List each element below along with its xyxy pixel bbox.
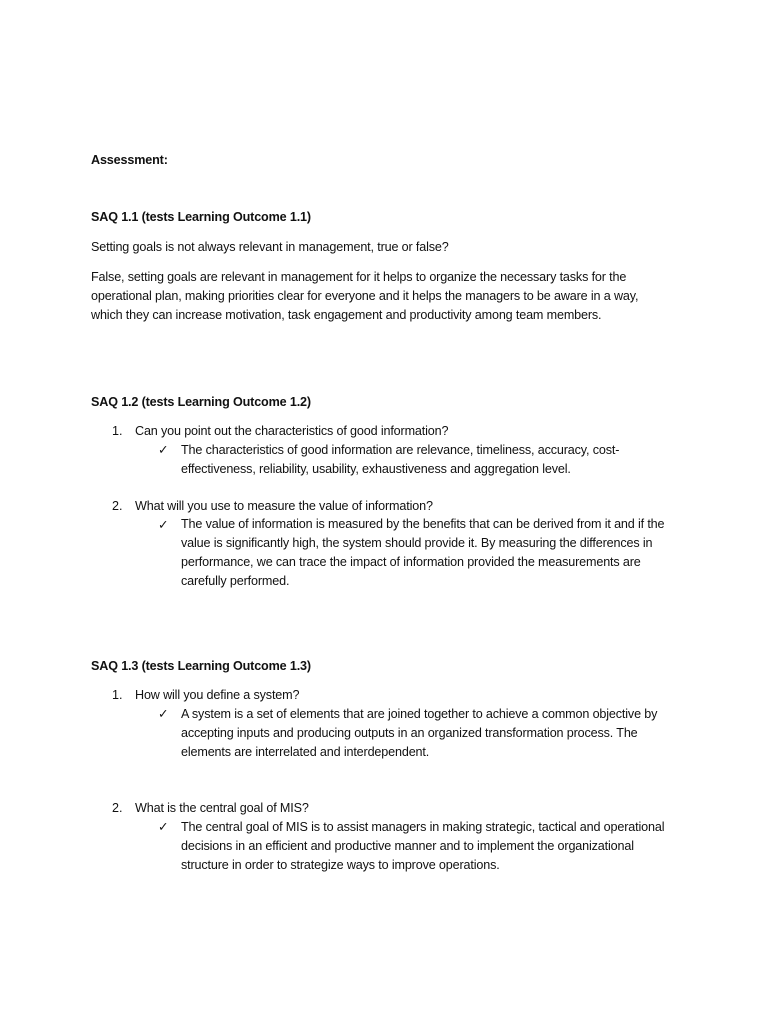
saq-1-3-answer-2: The central goal of MIS is to assist managers in making strategic, tactical and operational decisions in an efficient and productive manner and to implement the organizational structure in order to strategize ways to improve operations. xyxy=(181,820,665,872)
saq-1-2-title: SAQ 1.2 (tests Learning Outcome 1.2) xyxy=(91,395,311,409)
check-icon: ✓ xyxy=(158,819,169,834)
saq-1-1-answer: False, setting goals are relevant in management for it helps to organize the necessary tasks for the operational plan, making priorities clear for everyone and it helps the managers to be aware in a way, which they can increase motivation, task engagement and productivity among team members. xyxy=(91,270,639,322)
saq-1-3-question-1: How will you define a system? xyxy=(135,688,300,702)
list-item-number: 1. xyxy=(112,688,123,702)
check-icon: ✓ xyxy=(158,442,169,457)
saq-1-3-question-2: What is the central goal of MIS? xyxy=(135,801,309,815)
assessment-heading: Assessment: xyxy=(91,153,168,167)
saq-1-2-question-1: Can you point out the characteristics of good information? xyxy=(135,424,449,438)
saq-1-3-answer-1: A system is a set of elements that are joined together to achieve a common objective by accepting inputs and producing outputs in an organized transformation process. The elements are interrelated and interdependent. xyxy=(181,707,658,759)
saq-1-1-title: SAQ 1.1 (tests Learning Outcome 1.1) xyxy=(91,210,311,224)
saq-1-2-answer-1: The characteristics of good information are relevance, timeliness, accuracy, cost-effectiveness, reliability, usability, exhaustiveness and aggregation level. xyxy=(181,443,620,476)
list-item-number: 2. xyxy=(112,499,123,513)
saq-1-2-question-2: What will you use to measure the value of information? xyxy=(135,499,433,513)
saq-1-3-title: SAQ 1.3 (tests Learning Outcome 1.3) xyxy=(91,659,311,673)
saq-1-1-question: Setting goals is not always relevant in management, true or false? xyxy=(91,240,449,254)
list-item-number: 2. xyxy=(112,801,123,815)
saq-1-2-answer-2: The value of information is measured by the benefits that can be derived from it and if the value is significantly high, the system should provide it. By measuring the differences in performance, we can trace the impact of information provided the measurements are carefully performed. xyxy=(181,517,665,588)
list-item-number: 1. xyxy=(112,424,123,438)
check-icon: ✓ xyxy=(158,517,169,532)
check-icon: ✓ xyxy=(158,706,169,721)
